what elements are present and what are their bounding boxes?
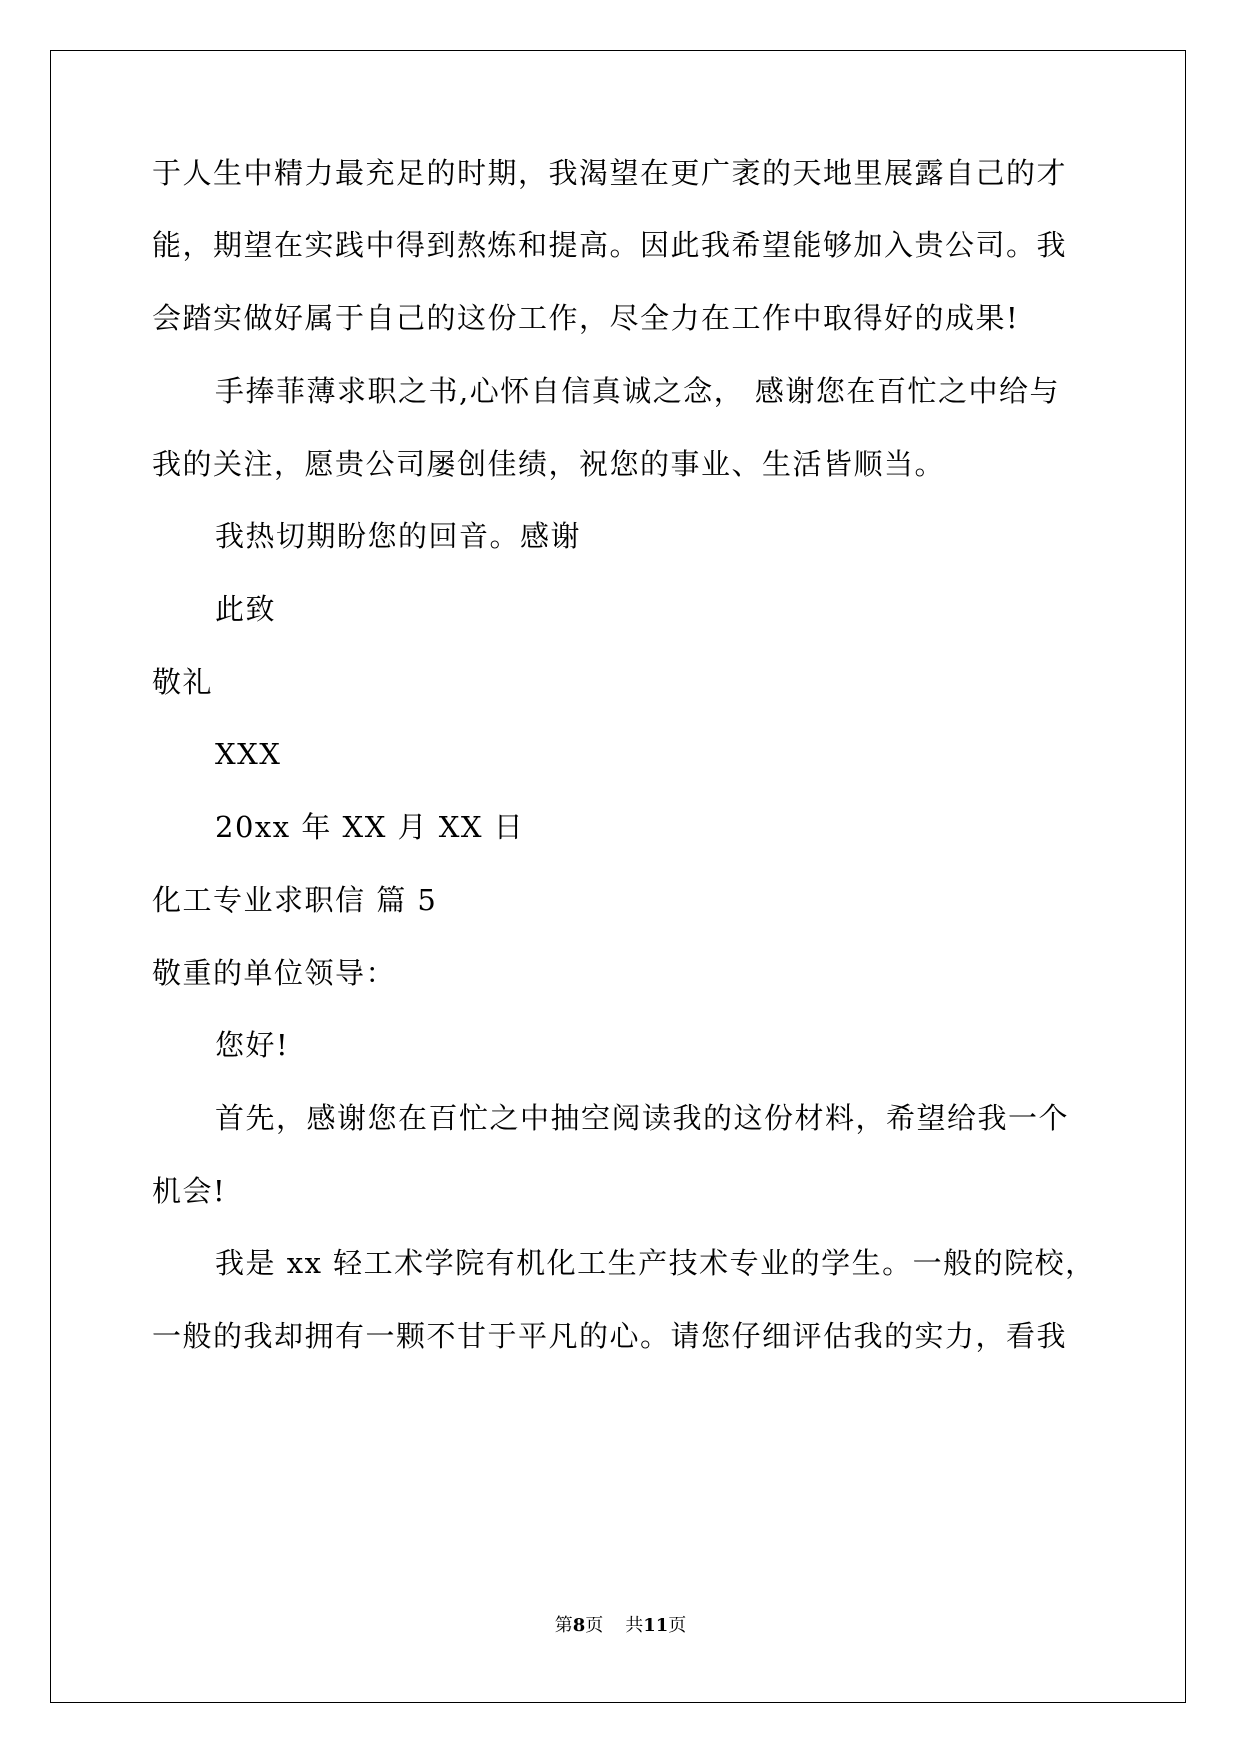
body-line-9: 一般的我却拥有一颗不甘于平凡的心。请您仔细评估我的实力，看我 xyxy=(152,1319,1068,1353)
body-line-2: 能，期望在实践中得到熬炼和提高。因此我希望能够加入贵公司。我 xyxy=(152,228,1068,262)
date-line: 20xx 年 XX 月 XX 日 xyxy=(215,810,525,844)
body-line-4: 手捧菲薄求职之书,心怀自信真诚之念， 感谢您在百忙之中给与 xyxy=(215,374,1060,408)
section-heading: 化工专业求职信 篇 5 xyxy=(152,883,438,917)
signature: XXX xyxy=(215,737,282,771)
footer-total-number: 11 xyxy=(643,1615,669,1636)
footer-total-prefix: 共 xyxy=(625,1615,644,1636)
footer-total-suffix: 页 xyxy=(668,1615,687,1636)
salutation-cizhi: 此致 xyxy=(215,592,277,626)
greeting-hello: 您好! xyxy=(215,1028,290,1062)
body-line-7: 机会! xyxy=(152,1174,227,1208)
footer-page-prefix: 第 xyxy=(554,1615,573,1636)
body-line-6: 首先，感谢您在百忙之中抽空阅读我的这份材料，希望给我一个 xyxy=(215,1101,1070,1135)
salutation-jingli: 敬礼 xyxy=(152,665,214,699)
body-line-3: 会踏实做好属于自己的这份工作，尽全力在工作中取得好的成果! xyxy=(152,301,1020,335)
footer-page-suffix: 页 xyxy=(585,1615,604,1636)
page-frame xyxy=(50,50,1186,1703)
closing-line: 我热切期盼您的回音。感谢 xyxy=(215,519,582,553)
body-line-8: 我是 xx 轻工术学院有机化工生产技术专业的学生。一般的院校， xyxy=(215,1246,1096,1280)
body-line-5: 我的关注，愿贵公司屡创佳绩，祝您的事业、生活皆顺当。 xyxy=(152,447,946,481)
body-line-1: 于人生中精力最充足的时期，我渴望在更广袤的天地里展露自己的才 xyxy=(152,156,1068,190)
page-footer xyxy=(0,1614,1241,1638)
footer-page-number: 8 xyxy=(572,1615,586,1636)
greeting-recipient: 敬重的单位领导： xyxy=(152,956,397,990)
